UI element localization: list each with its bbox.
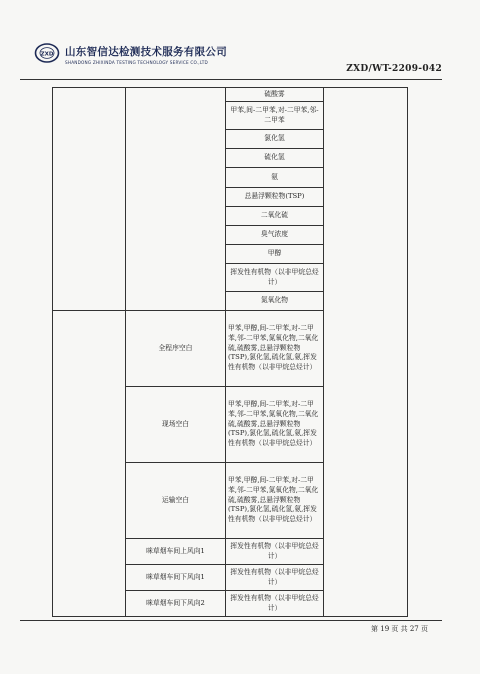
sampling-table-wrapper — [52, 87, 408, 617]
company-name-en: SHANDONG ZHIXINDA TESTING TECHNOLOGY SERVICE CO.,LTD — [65, 60, 208, 65]
sample-cell: 全程序空白 — [126, 311, 226, 387]
sample-cell: 咪草烟车间上风向1 — [126, 539, 226, 565]
item-cell: 硫化氢 — [226, 149, 324, 168]
report-number: ZXD/WT-2209-042 — [346, 64, 442, 74]
footer-divider — [20, 620, 442, 621]
item-cell: 挥发性有机物（以非甲烷总烃计） — [226, 591, 324, 617]
item-cell: 二氧化硫 — [226, 207, 324, 226]
sample-cell: 运输空白 — [126, 463, 226, 539]
sample-cell: 咪草烟车间下风向2 — [126, 591, 226, 617]
item-cell: 挥发性有机物（以非甲烷总烃计） — [226, 565, 324, 591]
sample-cell: 咪草烟车间下风向1 — [126, 565, 226, 591]
category-cell — [53, 88, 126, 311]
item-cell: 甲苯,甲醇,间-二甲苯,对-二甲苯,邻-二甲苯,氮氧化物,二氧化硫,硫酸雾,总悬浮颗粒物(TSP),氯化氢,硫化氢,氨,挥发性有机物（以非甲烷总烃计） — [226, 463, 324, 539]
item-cell: 挥发性有机物（以非甲烷总烃计） — [226, 264, 324, 292]
item-cell: 甲苯,间-二甲苯,对-二甲苯,邻-二甲苯 — [226, 102, 324, 130]
page-number: 第 19 页 共 27 页 — [371, 625, 428, 633]
remark-cell — [324, 88, 408, 617]
item-cell: 挥发性有机物（以非甲烷总烃计） — [226, 539, 324, 565]
category-cell — [53, 311, 126, 617]
item-cell: 氨 — [226, 168, 324, 188]
page-header — [34, 40, 454, 80]
sampling-table — [52, 87, 408, 617]
item-cell: 甲苯,甲醇,间-二甲苯,对-二甲苯,邻-二甲苯,氮氧化物,二氧化硫,硫酸雾,总悬浮颗粒物(TSP),氯化氢,硫化氢,氨,挥发性有机物（以非甲烷总烃计） — [226, 387, 324, 463]
sample-cell: 现场空白 — [126, 387, 226, 463]
item-cell: 甲苯,甲醇,间-二甲苯,对-二甲苯,邻-二甲苯,氮氧化物,二氧化硫,硫酸雾,总悬浮颗粒物(TSP),氯化氢,硫化氢,氨,挥发性有机物（以非甲烷总烃计） — [226, 311, 324, 387]
item-cell: 甲醇 — [226, 245, 324, 264]
header-divider — [20, 79, 442, 80]
item-cell: 总悬浮颗粒物(TSP) — [226, 188, 324, 207]
item-cell: 氮氧化物 — [226, 292, 324, 311]
item-cell: 氯化氢 — [226, 130, 324, 149]
sample-cell — [126, 88, 226, 311]
item-cell: 臭气浓度 — [226, 226, 324, 245]
company-logo-icon — [34, 42, 60, 64]
item-cell: 硫酸雾 — [226, 88, 324, 102]
table-row — [53, 88, 408, 102]
logo-text: ZXD — [40, 51, 54, 58]
company-name-cn: 山东智信达检测技术服务有限公司 — [65, 46, 227, 58]
